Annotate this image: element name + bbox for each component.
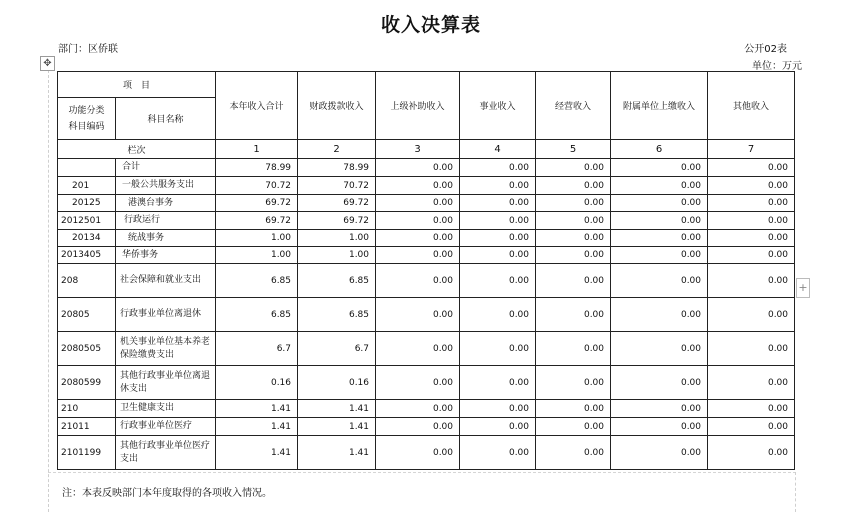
value-cell: 0.00 xyxy=(536,264,611,298)
page-guide-left xyxy=(48,70,49,512)
value-cell: 0.00 xyxy=(536,332,611,366)
table-row xyxy=(58,195,795,212)
value-cell: 0.00 xyxy=(536,366,611,400)
table-row xyxy=(58,332,795,366)
value-cell: 6.85 xyxy=(298,264,376,298)
plus-icon[interactable]: + xyxy=(796,278,810,298)
value-cell: 1.41 xyxy=(216,436,298,470)
value-cell: 0.00 xyxy=(376,264,460,298)
subject-name-cell: 社会保障和就业支出 xyxy=(116,264,216,298)
value-cell: 0.16 xyxy=(298,366,376,400)
table-row xyxy=(58,298,795,332)
value-cell: 0.00 xyxy=(460,436,536,470)
value-cell: 70.72 xyxy=(216,177,298,195)
value-cell: 0.00 xyxy=(708,159,795,177)
value-cell: 0.00 xyxy=(460,247,536,264)
value-cell: 1.41 xyxy=(216,418,298,436)
value-cell: 70.72 xyxy=(298,177,376,195)
value-cell: 0.00 xyxy=(708,195,795,212)
subject-name-cell: 机关事业单位基本养老保险缴费支出 xyxy=(116,332,216,366)
table-row xyxy=(58,159,795,177)
value-cell: 0.00 xyxy=(376,332,460,366)
value-cell: 6.85 xyxy=(216,298,298,332)
table-row xyxy=(58,230,795,247)
value-cell: 1.41 xyxy=(216,400,298,418)
subject-name-cell: 统战事务 xyxy=(116,230,216,247)
row-number-label: 栏次 xyxy=(58,140,216,159)
value-cell: 0.00 xyxy=(460,212,536,230)
value-cell: 0.00 xyxy=(460,230,536,247)
column-number: 5 xyxy=(536,140,611,159)
column-number: 6 xyxy=(611,140,708,159)
value-cell: 1.00 xyxy=(298,247,376,264)
value-cell: 0.00 xyxy=(376,418,460,436)
value-cell: 0.00 xyxy=(611,298,708,332)
subject-name-cell: 其他行政事业单位离退休支出 xyxy=(116,366,216,400)
column-number: 7 xyxy=(708,140,795,159)
value-cell: 1.00 xyxy=(298,230,376,247)
department-label: 部门：区侨联 xyxy=(58,44,118,55)
value-cell: 0.00 xyxy=(611,264,708,298)
value-cell: 0.00 xyxy=(708,212,795,230)
project-header: 项 目 xyxy=(58,72,216,98)
value-cell: 0.00 xyxy=(611,247,708,264)
func-code-cell: 2012501 xyxy=(58,212,116,230)
value-cell: 6.7 xyxy=(216,332,298,366)
value-cell: 0.00 xyxy=(611,230,708,247)
page-guide-right xyxy=(795,472,796,512)
column-header: 上级补助收入 xyxy=(376,72,460,140)
func-code-cell: 2101199 xyxy=(58,436,116,470)
value-cell: 0.00 xyxy=(536,400,611,418)
value-cell: 6.85 xyxy=(298,298,376,332)
value-cell: 6.85 xyxy=(216,264,298,298)
page-guide-bottom xyxy=(48,472,796,473)
column-header: 其他收入 xyxy=(708,72,795,140)
value-cell: 0.00 xyxy=(708,264,795,298)
value-cell: 0.00 xyxy=(376,298,460,332)
value-cell: 0.00 xyxy=(611,418,708,436)
value-cell: 1.41 xyxy=(298,418,376,436)
value-cell: 0.00 xyxy=(460,366,536,400)
value-cell: 69.72 xyxy=(216,212,298,230)
value-cell: 0.00 xyxy=(708,332,795,366)
func-code-cell: 2080599 xyxy=(58,366,116,400)
value-cell: 0.00 xyxy=(611,366,708,400)
value-cell: 0.00 xyxy=(611,159,708,177)
subject-name-cell: 卫生健康支出 xyxy=(116,400,216,418)
value-cell: 0.00 xyxy=(708,436,795,470)
value-cell: 0.00 xyxy=(460,264,536,298)
value-cell: 0.00 xyxy=(376,436,460,470)
value-cell: 6.7 xyxy=(298,332,376,366)
subject-name-cell: 行政事业单位医疗 xyxy=(116,418,216,436)
value-cell: 0.00 xyxy=(536,177,611,195)
value-cell: 0.00 xyxy=(376,400,460,418)
value-cell: 0.00 xyxy=(460,400,536,418)
value-cell: 1.41 xyxy=(298,436,376,470)
value-cell: 0.00 xyxy=(536,436,611,470)
value-cell: 69.72 xyxy=(298,195,376,212)
column-header: 事业收入 xyxy=(460,72,536,140)
func-code-cell: 201 xyxy=(58,177,116,195)
func-code-header: 功能分类 科目编码 xyxy=(58,98,116,140)
value-cell: 0.00 xyxy=(460,177,536,195)
value-cell: 69.72 xyxy=(216,195,298,212)
subject-name-header: 科目名称 xyxy=(116,98,216,140)
value-cell: 0.00 xyxy=(708,366,795,400)
column-header: 财政拨款收入 xyxy=(298,72,376,140)
form-code-label: 公开02表 xyxy=(744,44,787,55)
value-cell: 0.00 xyxy=(376,195,460,212)
column-header: 经营收入 xyxy=(536,72,611,140)
column-number: 1 xyxy=(216,140,298,159)
value-cell: 0.00 xyxy=(611,332,708,366)
value-cell: 0.00 xyxy=(708,418,795,436)
value-cell: 1.00 xyxy=(216,247,298,264)
func-code-cell: 210 xyxy=(58,400,116,418)
table-row xyxy=(58,400,795,418)
subject-name-cell: 合计 xyxy=(116,159,216,177)
page-title: 收入决算表 xyxy=(380,14,481,36)
value-cell: 0.00 xyxy=(536,212,611,230)
value-cell: 0.00 xyxy=(708,298,795,332)
value-cell: 0.00 xyxy=(460,298,536,332)
table-row xyxy=(58,177,795,195)
value-cell: 0.00 xyxy=(708,400,795,418)
table-note: 注：本表反映部门本年度取得的各项收入情况。 xyxy=(62,488,272,499)
value-cell: 0.00 xyxy=(536,418,611,436)
column-number: 3 xyxy=(376,140,460,159)
subject-name-cell: 行政事业单位离退休 xyxy=(116,298,216,332)
column-number: 2 xyxy=(298,140,376,159)
table-row xyxy=(58,436,795,470)
income-table xyxy=(57,71,795,470)
func-code-cell: 2080505 xyxy=(58,332,116,366)
column-number: 4 xyxy=(460,140,536,159)
column-header: 本年收入合计 xyxy=(216,72,298,140)
func-code-cell xyxy=(58,159,116,177)
subject-name-cell: 港澳台事务 xyxy=(116,195,216,212)
subject-name-cell: 其他行政事业单位医疗支出 xyxy=(116,436,216,470)
value-cell: 0.00 xyxy=(536,230,611,247)
func-code-cell: 20125 xyxy=(58,195,116,212)
value-cell: 1.41 xyxy=(298,400,376,418)
value-cell: 0.00 xyxy=(376,177,460,195)
value-cell: 0.00 xyxy=(376,212,460,230)
table-row xyxy=(58,212,795,230)
value-cell: 0.00 xyxy=(536,195,611,212)
unit-label: 单位：万元 xyxy=(752,61,802,72)
value-cell: 78.99 xyxy=(298,159,376,177)
value-cell: 69.72 xyxy=(298,212,376,230)
column-header: 附属单位上缴收入 xyxy=(611,72,708,140)
value-cell: 0.00 xyxy=(376,159,460,177)
value-cell: 0.00 xyxy=(460,418,536,436)
value-cell: 0.00 xyxy=(376,247,460,264)
value-cell: 78.99 xyxy=(216,159,298,177)
value-cell: 0.00 xyxy=(611,400,708,418)
func-code-cell: 20805 xyxy=(58,298,116,332)
value-cell: 0.00 xyxy=(611,436,708,470)
value-cell: 0.16 xyxy=(216,366,298,400)
value-cell: 0.00 xyxy=(536,298,611,332)
value-cell: 0.00 xyxy=(536,247,611,264)
table-row xyxy=(58,247,795,264)
subject-name-cell: 华侨事务 xyxy=(116,247,216,264)
value-cell: 0.00 xyxy=(708,247,795,264)
value-cell: 0.00 xyxy=(460,195,536,212)
value-cell: 0.00 xyxy=(536,159,611,177)
subject-name-cell: 行政运行 xyxy=(116,212,216,230)
value-cell: 1.00 xyxy=(216,230,298,247)
table-row xyxy=(58,366,795,400)
func-code-cell: 20134 xyxy=(58,230,116,247)
move-arrows-icon[interactable]: ✥ xyxy=(40,56,55,71)
value-cell: 0.00 xyxy=(611,195,708,212)
subject-name-cell: 一般公共服务支出 xyxy=(116,177,216,195)
value-cell: 0.00 xyxy=(708,230,795,247)
value-cell: 0.00 xyxy=(611,177,708,195)
value-cell: 0.00 xyxy=(708,177,795,195)
value-cell: 0.00 xyxy=(460,159,536,177)
value-cell: 0.00 xyxy=(611,212,708,230)
func-code-cell: 21011 xyxy=(58,418,116,436)
value-cell: 0.00 xyxy=(376,230,460,247)
table-row xyxy=(58,418,795,436)
func-code-cell: 208 xyxy=(58,264,116,298)
value-cell: 0.00 xyxy=(376,366,460,400)
table-row xyxy=(58,264,795,298)
value-cell: 0.00 xyxy=(460,332,536,366)
func-code-cell: 2013405 xyxy=(58,247,116,264)
